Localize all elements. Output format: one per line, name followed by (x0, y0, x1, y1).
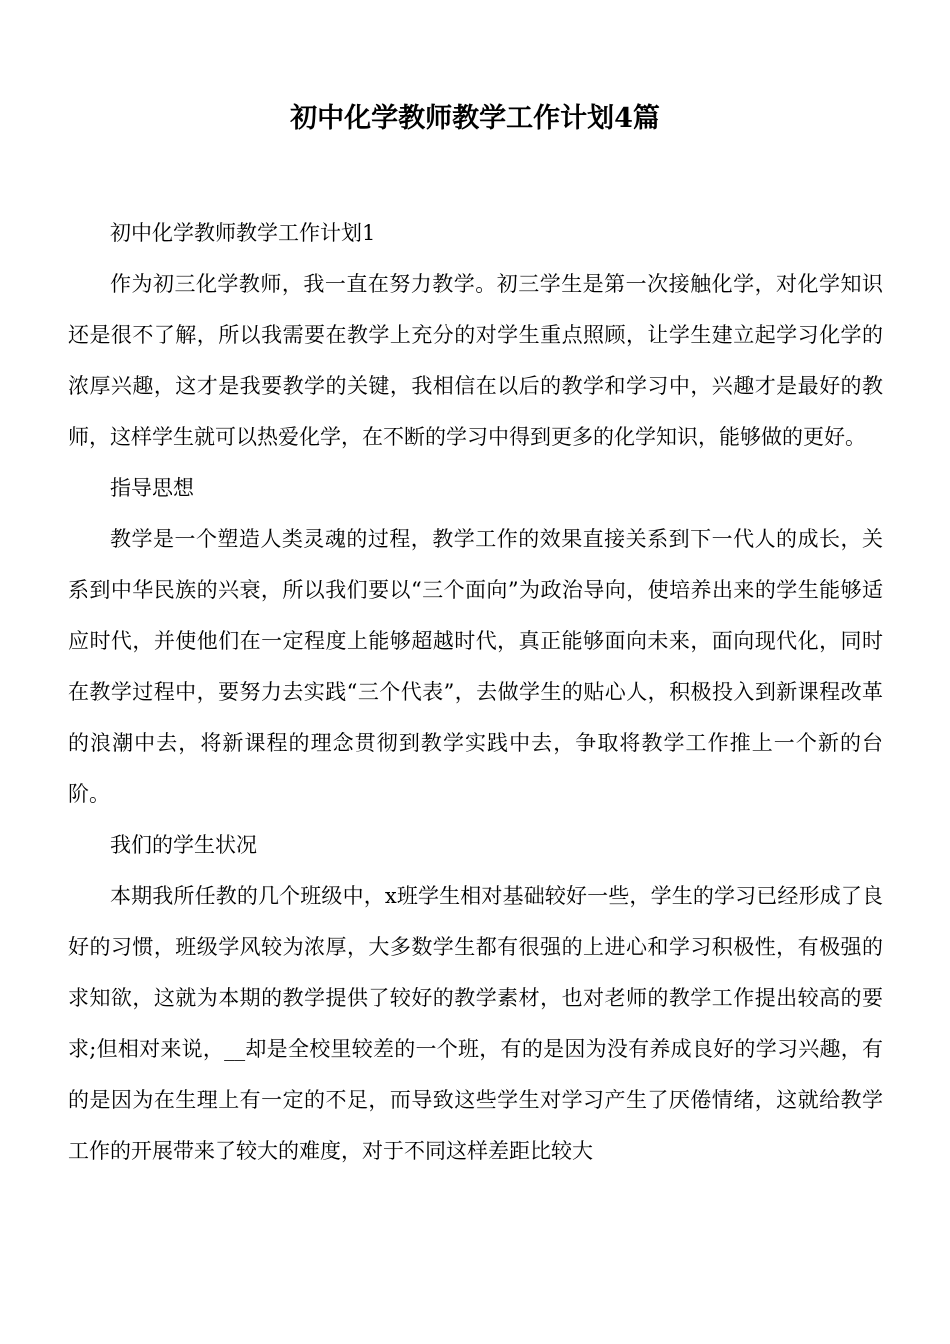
section-heading: 初中化学教师教学工作计划1 (110, 221, 376, 245)
section-heading: 我们的学生状况 (110, 833, 257, 857)
paragraph: 教学是一个塑造人类灵魂的过程，教学工作的效果直接关系到下一代人的成长，关系到中华民族的兴衰，所以我们要以“三个面向”为政治导向，使培养出来的学生能够适应时代，并使他们在一定程度上能够超越时代，真正能够面向未来，面向现代化，同时在教学过程中，要努力去实践“三个代表”，去做学生的贴心人，积极投入到新课程改革的浪潮中去，将新课程的理念贯彻到教学实践中去，争取将教学工作推上一个新的台阶。 (68, 527, 883, 806)
document-title: 初中化学教师教学工作计划4篇 (290, 103, 660, 134)
paragraph: 作为初三化学教师，我一直在努力教学。初三学生是第一次接触化学，对化学知识还是很不了解，所以我需要在教学上充分的对学生重点照顾，让学生建立起学习化学的浓厚兴趣，这才是我要教学的关键，我相信在以后的教学和学习中，兴趣才是最好的教师，这样学生就可以热爱化学，在不断的学习中得到更多的化学知识，能够做的更好。 (68, 272, 883, 449)
document-body (68, 208, 883, 1177)
section-heading: 指导思想 (110, 476, 194, 500)
paragraph: 本期我所任教的几个班级中，x班学生相对基础较好一些，学生的学习已经形成了良好的习惯，班级学风较为浓厚，大多数学生都有很强的上进心和学习积极性，有极强的求知欲，这就为本期的教学提供了较好的教学素材，也对老师的教学工作提出较高的要求;但相对来说，__却是全校里较差的一个班，有的是因为没有养成良好的学习兴趣，有的是因为在生理上有一定的不足，而导致这些学生对学习产生了厌倦情绪，这就给教学工作的开展带来了较大的难度，对于不同这样差距比较大 (68, 884, 883, 1163)
